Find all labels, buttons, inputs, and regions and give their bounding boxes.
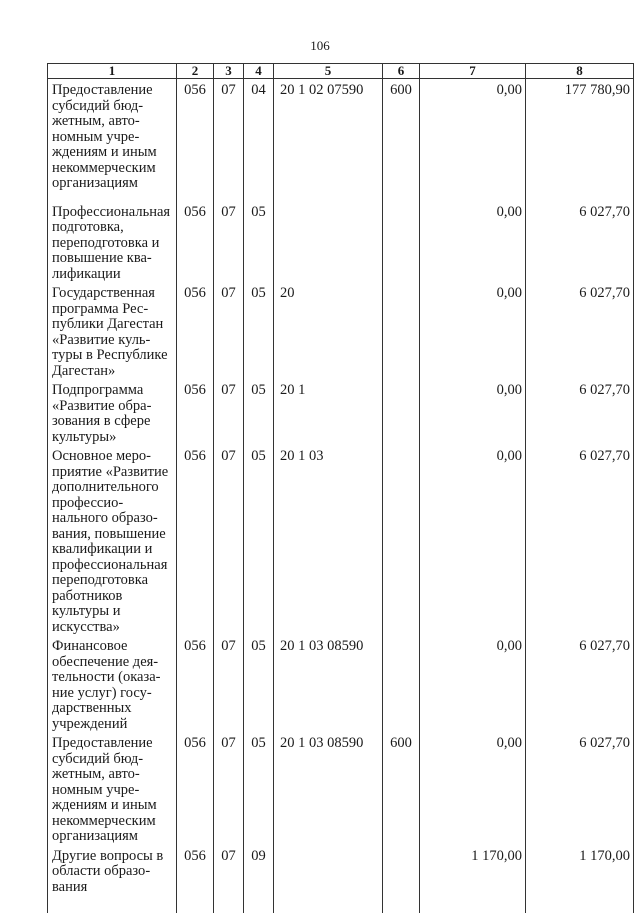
cell-amount-8: 1 170,00	[526, 845, 634, 913]
cell-expense-type: 600	[383, 732, 420, 845]
cell-amount-8: 6 027,70	[526, 379, 634, 445]
table-row	[48, 282, 634, 379]
header-col-1: 1	[48, 64, 177, 79]
row-name: Другие вопросы в области образования	[48, 845, 177, 913]
cell-ministry-code: 056	[177, 445, 214, 635]
row-name: Финансовое обеспечение деятельности (оказание услуг) государственных учреждений	[48, 635, 177, 732]
cell-amount-7: 0,00	[420, 282, 526, 379]
cell-expense-type	[383, 445, 420, 635]
cell-amount-7: 0,00	[420, 635, 526, 732]
cell-amount-7: 0,00	[420, 201, 526, 283]
cell-target-article: 20	[274, 282, 383, 379]
cell-amount-8: 6 027,70	[526, 635, 634, 732]
cell-subsection: 05	[244, 445, 274, 635]
cell-subsection: 04	[244, 79, 274, 201]
cell-expense-type	[383, 282, 420, 379]
cell-expense-type	[383, 635, 420, 732]
table-row	[48, 845, 634, 913]
table-row	[48, 79, 634, 201]
header-col-7: 7	[420, 64, 526, 79]
cell-ministry-code: 056	[177, 845, 214, 913]
cell-section: 07	[214, 732, 244, 845]
row-name: Основное мероприятие «Развитие дополнительного профессионального образования, повышение квалификации и профессиональная переподготовка работников культуры и искусства»	[48, 445, 177, 635]
cell-target-article	[274, 845, 383, 913]
page-number: 106	[310, 38, 330, 53]
row-name: Подпрограмма «Развитие образования в сфере культуры»	[48, 379, 177, 445]
cell-amount-7: 1 170,00	[420, 845, 526, 913]
row-name: Профессиональная подготовка, переподготовка и повышение квалификации	[48, 201, 177, 283]
cell-target-article: 20 1 02 07590	[274, 79, 383, 201]
cell-amount-7: 0,00	[420, 445, 526, 635]
cell-section: 07	[214, 379, 244, 445]
row-name: Государственная программа Республики Дагестан «Развитие культуры в Республике Дагестан»	[48, 282, 177, 379]
cell-amount-8: 177 780,90	[526, 79, 634, 201]
cell-ministry-code: 056	[177, 379, 214, 445]
cell-amount-7: 0,00	[420, 732, 526, 845]
row-name: Предоставление субсидий бюджетным, автономным учреждениям и иным некоммерческим организациям	[48, 79, 177, 201]
cell-ministry-code: 056	[177, 201, 214, 283]
cell-amount-7: 0,00	[420, 79, 526, 201]
cell-section: 07	[214, 445, 244, 635]
header-col-2: 2	[177, 64, 214, 79]
cell-target-article	[274, 201, 383, 283]
cell-target-article: 20 1	[274, 379, 383, 445]
table-row	[48, 445, 634, 635]
cell-expense-type: 600	[383, 79, 420, 201]
budget-table	[47, 63, 634, 913]
cell-amount-8: 6 027,70	[526, 445, 634, 635]
table-header-row	[48, 64, 634, 79]
cell-section: 07	[214, 282, 244, 379]
cell-expense-type	[383, 201, 420, 283]
cell-section: 07	[214, 845, 244, 913]
table-row	[48, 379, 634, 445]
cell-subsection: 05	[244, 201, 274, 283]
table-row	[48, 732, 634, 845]
cell-ministry-code: 056	[177, 635, 214, 732]
cell-subsection: 09	[244, 845, 274, 913]
cell-section: 07	[214, 635, 244, 732]
header-col-5: 5	[274, 64, 383, 79]
header-col-8: 8	[526, 64, 634, 79]
table-row	[48, 201, 634, 283]
cell-target-article: 20 1 03 08590	[274, 732, 383, 845]
cell-expense-type	[383, 379, 420, 445]
header-col-6: 6	[383, 64, 420, 79]
table-row	[48, 635, 634, 732]
cell-amount-8: 6 027,70	[526, 201, 634, 283]
cell-target-article: 20 1 03	[274, 445, 383, 635]
cell-amount-8: 6 027,70	[526, 282, 634, 379]
cell-subsection: 05	[244, 379, 274, 445]
cell-expense-type	[383, 845, 420, 913]
cell-target-article: 20 1 03 08590	[274, 635, 383, 732]
cell-amount-8: 6 027,70	[526, 732, 634, 845]
cell-ministry-code: 056	[177, 732, 214, 845]
cell-subsection: 05	[244, 282, 274, 379]
header-col-3: 3	[214, 64, 244, 79]
cell-amount-7: 0,00	[420, 379, 526, 445]
cell-ministry-code: 056	[177, 282, 214, 379]
cell-subsection: 05	[244, 635, 274, 732]
cell-ministry-code: 056	[177, 79, 214, 201]
cell-section: 07	[214, 201, 244, 283]
cell-section: 07	[214, 79, 244, 201]
header-col-4: 4	[244, 64, 274, 79]
cell-subsection: 05	[244, 732, 274, 845]
row-name: Предоставление субсидий бюджетным, автономным учреждениям и иным некоммерческим организациям	[48, 732, 177, 845]
